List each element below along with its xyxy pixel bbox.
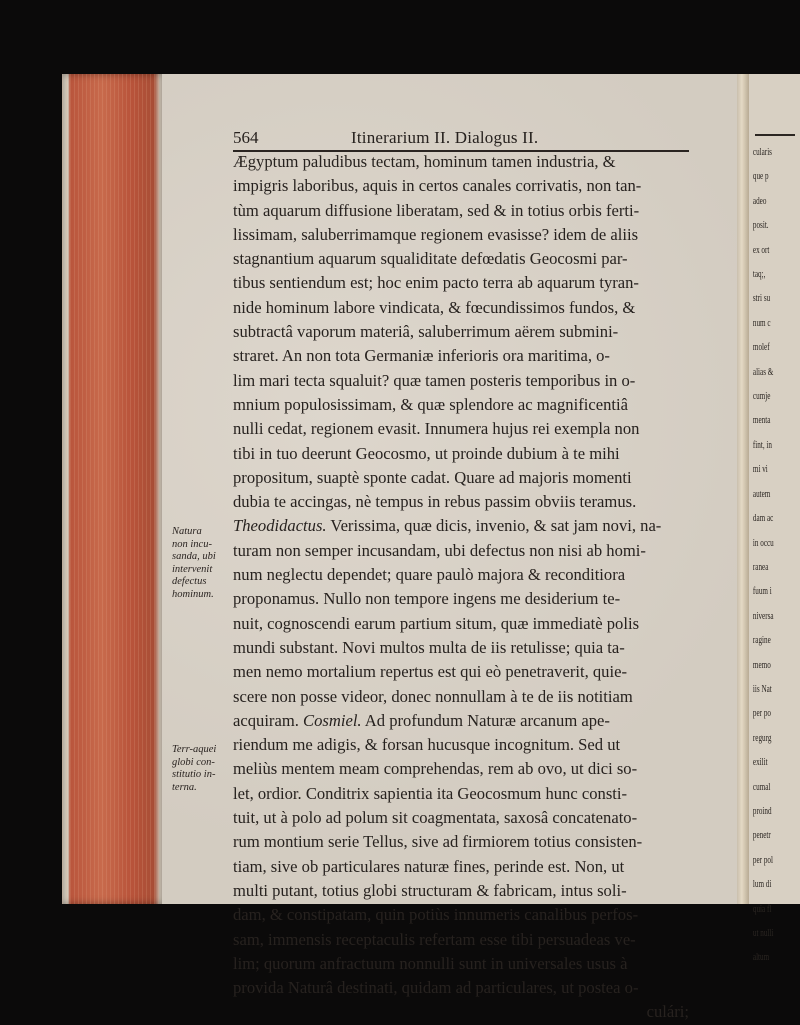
book-gutter: [737, 74, 749, 904]
text-line: dubia te accingas, nè tempus in rebus passim obviis teramus.: [233, 492, 637, 512]
text-line: nide hominum labore vindicata, & fœcundissimos fundos, &: [233, 297, 636, 317]
text-line: nulli cedat, regionem evasit. Innumera hujus rei exempla non: [233, 419, 640, 439]
facing-page-line: altum: [752, 951, 770, 964]
facing-page-line: cumje: [752, 390, 771, 403]
text-line: turam non semper incusandam, ubi defectus non nisi ab homi-: [233, 540, 646, 560]
margin-note-line: terna.: [172, 781, 197, 793]
text-line: acquiram. Cosmiel. Ad profundum Naturæ arcanum ape-: [233, 710, 610, 730]
facing-page-line: penetr: [752, 829, 771, 842]
margin-note-line: non incu-: [172, 538, 212, 550]
facing-page-line: posit.: [752, 219, 769, 232]
facing-page-line: per po: [752, 707, 771, 720]
margin-note-line: stitutio in-: [172, 769, 216, 780]
facing-page: [749, 74, 800, 964]
facing-page-line: ranea: [752, 560, 769, 573]
text-line: mundi substant. Novi multos multa de iis retulisse; quia ta-: [233, 637, 625, 657]
facing-page-line: num c: [752, 316, 771, 329]
margin-note-line: sanda, ubi: [172, 551, 216, 562]
text-line: stagnantium aquarum squaliditate defœdatis Geocosmi par-: [233, 249, 628, 269]
text-line: straret. An non tota Germaniæ inferioris ora maritima, o-: [233, 346, 610, 366]
facing-page-line: fuum i: [752, 585, 772, 598]
text-line: rum montium serie Tellus, sive ad firmiorem totius consisten-: [233, 832, 643, 852]
text-line: lissimam, saluberrimamque regionem evasisse? idem de aliis: [233, 224, 639, 244]
text-line: tibus sentiendum est; hoc enim pacto terra ab aquarum tyran-: [233, 273, 639, 293]
text-line: subtractâ vaporum materiâ, saluberrimum aërem submini-: [233, 322, 619, 342]
facing-page-line: quia fl: [752, 902, 772, 915]
margin-note-line: defectus: [172, 576, 207, 587]
facing-page-line: cularis: [752, 146, 772, 158]
text-line: proponamus. Nullo non tempore ingens me desiderium te-: [233, 589, 621, 609]
margin-note-line: hominum.: [172, 588, 214, 600]
facing-page-line: iis Nat: [752, 682, 772, 695]
facing-page-line: fint, in: [752, 438, 772, 451]
text-line: culári;: [646, 1002, 689, 1022]
text-line: scere non posse videor, donec nonnullam à te de iis notitiam: [233, 686, 633, 706]
text-line: let, ordior. Conditrix sapientia ita Geocosmum hunc consti-: [233, 783, 628, 803]
facing-page-line: ragine: [752, 634, 771, 647]
margin-note-line: globi con-: [172, 756, 215, 768]
text-line: tuit, ut à polo ad polum sit coagmentata, saxosâ concatenato-: [233, 808, 638, 828]
facing-page-line: in occu: [752, 536, 774, 549]
facing-page-line: stri su: [752, 292, 771, 305]
text-line: Ægyptum paludibus tectam, hominum tamen industria, &: [233, 152, 616, 171]
margin-note-natura: [172, 526, 216, 601]
facing-page-line: alias &: [752, 365, 774, 378]
margin-note-terr-aquei: [172, 744, 216, 794]
speaker-name: Cosmiel.: [303, 710, 362, 730]
text-line: men nemo mortalium repertus est qui eò penetraverit, quie-: [233, 662, 627, 682]
text-line: num neglectu dependet; quare paulò majora & reconditiora: [233, 565, 626, 585]
facing-page-line: ut nulli: [752, 927, 774, 939]
margin-note-line: Terr-aquei: [172, 744, 217, 755]
facing-page-line: regurg: [752, 731, 772, 744]
text-line: propositum, suaptè sponte cadat. Quare ad majoris momenti: [233, 467, 632, 487]
book-page-edges-red: [62, 74, 162, 904]
text-line: multi putant, totius globi structuram & fabricam, intus soli-: [233, 880, 627, 900]
facing-page-line: proind: [752, 804, 772, 817]
text-line: sam, immensis receptaculis refertam esse tibi persuadeas ve-: [233, 929, 636, 949]
facing-page-line: per pol: [752, 853, 773, 866]
text-line: lim mari tecta squaluit? quæ tamen posteris temporibus in o-: [233, 370, 636, 390]
facing-page-line: dam ac: [752, 512, 774, 525]
page-number: 564: [233, 128, 259, 147]
facing-page-line: ex ort: [752, 243, 770, 256]
text-line: impigris laboribus, aquis in certos canales corrivatis, non tan-: [233, 176, 642, 196]
text-line: meliùs mentem meam comprehendas, rem ab ovo, ut dici so-: [233, 759, 638, 779]
text-line: provida Naturâ destinati, quidam ad particulares, ut postea o-: [233, 978, 639, 998]
text-line: dam, & constipatam, quin potiùs innumeris canalibus perfos-: [233, 905, 639, 925]
body-text: [233, 150, 689, 1025]
facing-page-line: taq;,: [752, 268, 766, 281]
facing-page-line: niversa: [752, 609, 774, 622]
facing-page-line: molef: [752, 341, 770, 354]
text-line: tibi in tuo deerunt Geocosmo, ut proinde dubium à te mihi: [233, 443, 620, 463]
text-line: Theodidactus. Verissima, quæ dicis, invenio, & sat jam novi, na-: [233, 516, 662, 536]
text-line: tiam, sive ob particulares naturæ fines, perinde est. Non, ut: [233, 856, 625, 876]
margin-note-line: intervenit: [172, 563, 213, 575]
facing-page-text: [749, 140, 800, 970]
text-line: tùm aquarum diffusione liberatam, sed & in totius orbis ferti-: [233, 200, 640, 220]
running-header: [233, 128, 689, 152]
facing-page-line: que p: [752, 170, 769, 183]
facing-page-line: adeo: [752, 194, 767, 207]
facing-page-rule: [755, 134, 795, 136]
facing-page-line: cumal: [752, 780, 771, 793]
text-line: lim; quorum anfractuum nonnulli sunt in universales usus à: [233, 953, 628, 973]
facing-page-line: autem: [752, 487, 771, 500]
running-title: Itinerarium II. Dialogus II.: [351, 128, 539, 147]
facing-page-line: memo: [752, 658, 771, 671]
text-line: mnium populosissimam, & quæ splendore ac magnificentiâ: [233, 394, 628, 414]
text-line: nuit, cognoscendi earum partium situm, quæ immediatè polis: [233, 613, 640, 633]
facing-page-line: lum di: [752, 878, 772, 891]
text-line: riendum me adigis, & forsan hucusque incognitum. Sed ut: [233, 735, 621, 755]
margin-note-line: Natura: [172, 526, 202, 537]
facing-page-line: menta: [752, 414, 771, 427]
facing-page-line: exilit: [752, 756, 768, 769]
facing-page-line: mi vi: [752, 463, 768, 476]
speaker-name: Theodidactus.: [233, 516, 327, 536]
